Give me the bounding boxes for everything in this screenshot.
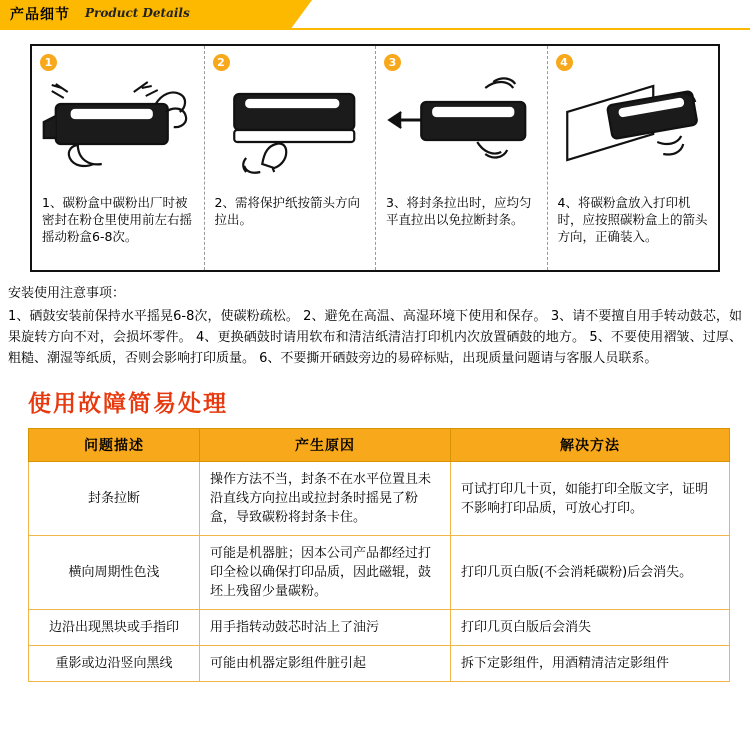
step-number-badge: 4 [556, 54, 573, 71]
illustration-step-3 [375, 46, 547, 270]
step-number-badge: 1 [40, 54, 57, 71]
illustration-step-1 [32, 46, 204, 270]
install-cartridge-icon [552, 68, 715, 186]
table-header-row [29, 429, 730, 462]
cell-solution: 打印几页白版后会消失 [451, 610, 730, 646]
column-header-problem: 问题描述 [29, 429, 200, 462]
step-caption: 3、将封条拉出时，应均匀平直拉出以免拉断封条。 [386, 195, 532, 227]
table-row [29, 646, 730, 682]
troubleshooting-heading: 使用故障简易处理 [28, 391, 228, 417]
cell-problem: 边沿出现黑块或手指印 [29, 610, 200, 646]
header-underline [0, 28, 750, 30]
cell-cause: 操作方法不当，封条不在水平位置且未沿直线方向拉出或拉封条时摇晃了粉盒，导致碳粉将封条卡住。 [200, 462, 451, 536]
cell-cause: 用手指转动鼓芯时沾上了油污 [200, 610, 451, 646]
troubleshooting-table [28, 428, 730, 682]
table-row [29, 610, 730, 646]
illustration-step-4 [547, 46, 719, 270]
toner-cartridge-shake-icon [36, 68, 200, 186]
page-title-cn: 产品细节 [10, 7, 70, 23]
column-header-solution: 解决方法 [451, 429, 730, 462]
cell-problem: 重影或边沿竖向黑线 [29, 646, 200, 682]
pull-seal-strip-icon [380, 68, 543, 186]
pull-protective-paper-icon [209, 68, 372, 186]
cell-solution: 可试打印几十页，如能打印全版文字，证明不影响打印品质，可放心打印。 [451, 462, 730, 536]
step-number-badge: 3 [384, 54, 401, 71]
usage-notes [8, 284, 742, 369]
cell-cause: 可能是机器脏；因本公司产品都经过打印全检以确保打印品质，因此磁辊，鼓坯上残留少量碳粉。 [200, 536, 451, 610]
column-header-cause: 产生原因 [200, 429, 451, 462]
step-number-badge: 2 [213, 54, 230, 71]
cell-solution: 拆下定影组件，用酒精清洁定影组件 [451, 646, 730, 682]
table-row [29, 536, 730, 610]
cell-problem: 横向周期性色浅 [29, 536, 200, 610]
step-caption: 4、将碳粉盒放入打印机时，应按照碳粉盒上的箭头方向，正确装入。 [557, 195, 708, 244]
table-row [29, 462, 730, 536]
page-title-en: Product Details [85, 6, 190, 20]
usage-notes-title: 安装使用注意事项： [8, 286, 126, 301]
step-caption: 1、碳粉盒中碳粉出厂时被密封在粉仓里使用前左右摇摇动粉盒6-8次。 [42, 195, 193, 244]
illustration-panel [30, 44, 720, 272]
page-header [0, 0, 750, 30]
cell-cause: 可能由机器定影组件脏引起 [200, 646, 451, 682]
step-caption: 2、需将保护纸按箭头方向拉出。 [214, 195, 360, 227]
usage-notes-body: 1、硒鼓安装前保持水平摇晃6-8次，使碳粉疏松。 2、避免在高温、高湿环境下使用和保存。 3、请不要擅自用手转动鼓芯，如果旋转方向不对，会损坏零件。 4、更换硒鼓时请用软布和清洁纸清洁打印机内次放置硒鼓的地方。 5、不要使用褶皱、过厚、粗糙、潮湿等纸质，否则会影响打印质量。 6、不要撕开硒鼓旁边的易碎标贴，出现质量问题请与客服人员联系。 [8, 309, 742, 366]
cell-problem: 封条拉断 [29, 462, 200, 536]
cell-solution: 打印几页白版(不会消耗碳粉)后会消失。 [451, 536, 730, 610]
illustration-step-2 [204, 46, 376, 270]
